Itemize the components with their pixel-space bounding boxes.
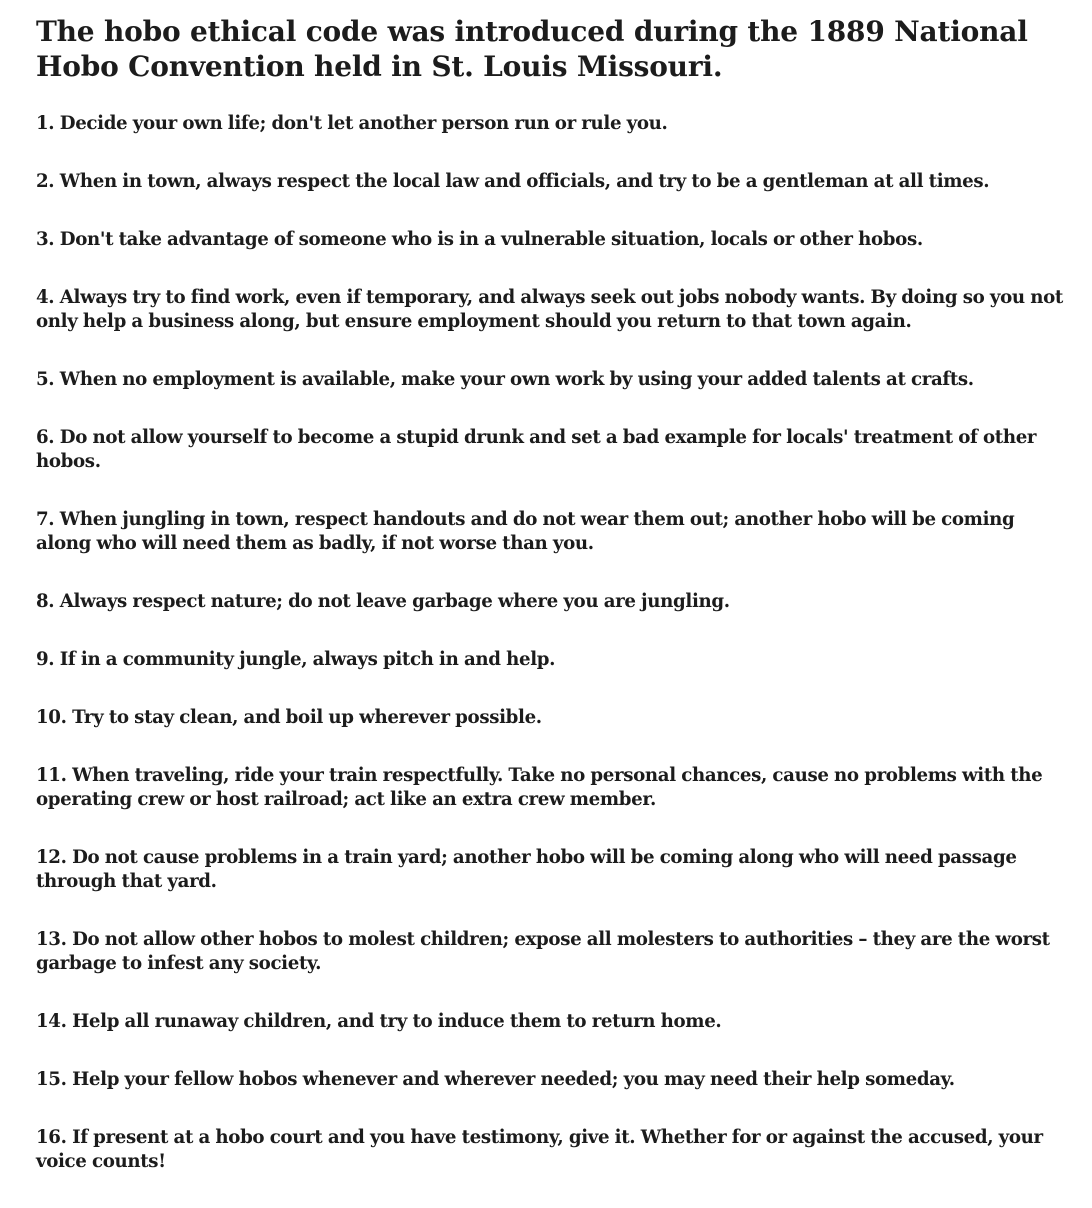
rule-11: 11. When traveling, ride your train respectfully. Take no personal chances, cause no problems with the operating crew or host railroad; act like an extra crew member. — [36, 765, 1043, 810]
rule-9: 9. If in a community jungle, always pitch in and help. — [36, 649, 556, 670]
rule-1: 1. Decide your own life; don't let another person run or rule you. — [36, 113, 668, 134]
document — [36, 14, 1066, 1208]
rule-2: 2. When in town, always respect the local law and officials, and try to be a gentleman at all times. — [36, 171, 990, 192]
rule-8: 8. Always respect nature; do not leave garbage where you are jungling. — [36, 591, 730, 612]
rule-13: 13. Do not allow other hobos to molest children; expose all molesters to authorities – they are the worst garbage to infest any society. — [36, 929, 1050, 974]
rule-14: 14. Help all runaway children, and try to induce them to return home. — [36, 1011, 722, 1032]
document-title: The hobo ethical code was introduced during the 1889 National Hobo Convention held in St. Louis Missouri. — [36, 15, 1028, 83]
rules-list — [36, 112, 1066, 1174]
rule-4: 4. Always try to find work, even if temporary, and always seek out jobs nobody wants. By doing so you not only help a business along, but ensure employment should you return to that town again. — [36, 287, 1063, 332]
rule-10: 10. Try to stay clean, and boil up wherever possible. — [36, 707, 542, 728]
rule-5: 5. When no employment is available, make your own work by using your added talents at crafts. — [36, 369, 974, 390]
rule-16: 16. If present at a hobo court and you have testimony, give it. Whether for or against the accused, your voice counts! — [36, 1127, 1043, 1172]
rule-6: 6. Do not allow yourself to become a stupid drunk and set a bad example for locals' treatment of other hobos. — [36, 427, 1037, 472]
rule-7: 7. When jungling in town, respect handouts and do not wear them out; another hobo will be coming along who will need them as badly, if not worse than you. — [36, 509, 1015, 554]
rule-12: 12. Do not cause problems in a train yard; another hobo will be coming along who will need passage through that yard. — [36, 847, 1017, 892]
rule-3: 3. Don't take advantage of someone who is in a vulnerable situation, locals or other hobos. — [36, 229, 923, 250]
rule-15: 15. Help your fellow hobos whenever and wherever needed; you may need their help someday. — [36, 1069, 955, 1090]
